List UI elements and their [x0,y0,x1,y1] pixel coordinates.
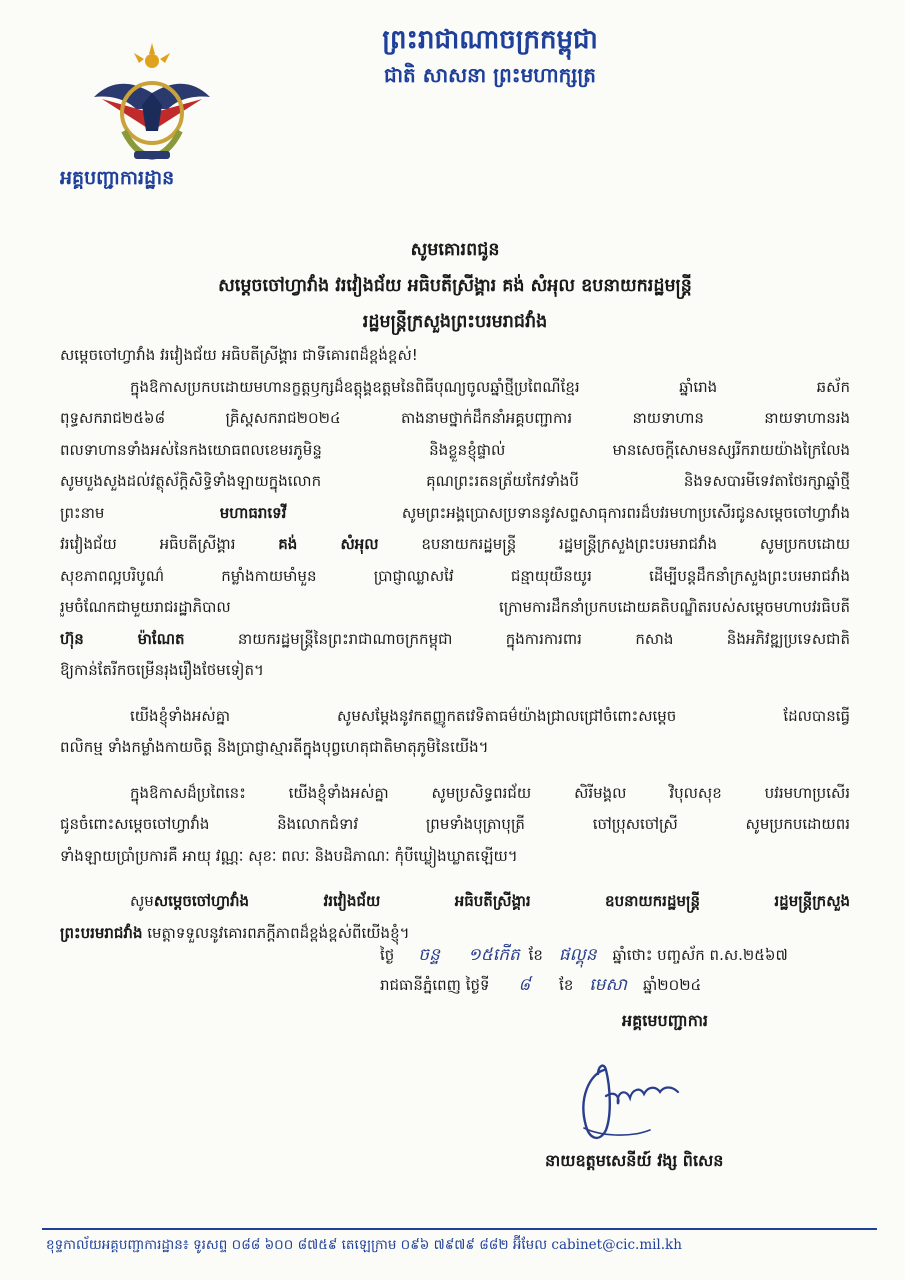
paragraph-1-line: ហ៊ុន ម៉ាណែត នាយករដ្ឋមន្ត្រីនៃព្រះរាជាណាចក្រកម្ពុជា ក្នុងការការពារ កសាង និងអភិវឌ្ឍប្រទេសជាតិ [60,629,850,648]
paragraph-3-line: ជូនចំពោះសម្តេចចៅហ្វាវាំង និងលោកជំទាវ ព្រមទាំងបុត្រាបុត្រី ចៅប្រុសចៅស្រី សូមប្រកបដោយពរ [60,815,850,833]
paragraph-3-line: ទាំងឡាយប្រាំប្រការគឺ អាយុ វណ្ណៈ សុខៈ ពលៈ និងបដិភាណៈ កុំបីឃ្លៀងឃ្លាតឡើយ។ [60,846,518,865]
paragraph-1-line: សុខភាពល្អបរិបូណ៌ កម្លាំងកាយមាំមួន ប្រាជ្ញាឈ្លាសវៃ ជន្មាយុយឺនយូរ ដើម្បីបន្តដឹកនាំក្រសួងព្រះបរមរាជវាំង [60,566,850,585]
paragraph-1-line: ពលទាហានទាំងអស់នៃកងយោធពលខេមរភូមិន្ទ និងខ្លួនខ្ញុំផ្ទាល់ មានសេចក្តីសោមនស្សរីករាយយ៉ាងក្រៃលែង [60,440,850,459]
date-block [380,940,788,1000]
paragraph-2-line: យើងខ្ញុំទាំងអស់គ្នា សូមសម្តែងនូវកតញ្ញូកតវេទិតាធម៌យ៉ាងជ្រាលជ្រៅចំពោះសម្តេច ដែលបានធ្វើ [130,706,850,725]
email-link[interactable]: cabinet@cic.mil.kh [551,1237,682,1253]
paragraph-1-line: រួមចំណែកជាមួយរាជរដ្ឋាភិបាល ក្រោមការដឹកនាំប្រកបដោយគតិបណ្ឌិតរបស់សម្តេចមហាបវរធិបតី [60,598,850,616]
paragraph-3-line: ក្នុងឱកាសដ៏ប្រពៃនេះ យើងខ្ញុំទាំងអស់គ្នា សូមប្រសិទ្ធពរជ័យ សិរីមង្គល វិបុលសុខ បវរមហាប្រសើរ [130,783,850,802]
salutation: សម្តេចចៅហ្វាវាំង វរវៀងជ័យ អធិបតីស្រីង្គារ ជាទីគោរពដ៏ខ្ពង់ខ្ពស់! [60,346,418,364]
signatory-title: អគ្គមេបញ្ជាការ [621,1011,708,1030]
letter-body [60,340,850,949]
recipient-line-1: សម្តេចចៅហ្វាវាំង វរវៀងជ័យ អធិបតីស្រីង្គារ គង់ សំអុល ឧបនាយករដ្ឋមន្ត្រី [218,276,692,296]
recipient-name: គង់ សំអុល [278,535,379,553]
paragraph-1-line: វរវៀងជ័យ អធិបតីស្រីង្គារ គង់ សំអុល ឧបនាយករដ្ឋមន្ត្រី រដ្ឋមន្ត្រីក្រសួងព្រះបរមរាជវាំង សូមប្រកបដោយ [60,535,850,553]
handwritten-signature [560,1040,700,1155]
paragraph-1-line: សូមបួងសួងដល់វត្ថុស័ក្តិសិទ្ធិទាំងឡាយក្នុងលោក គុណព្រះរតនត្រ័យកែវទាំងបី និងទសបារមីទេវតាថែរក្សាឆ្នាំថ្មី [60,472,850,490]
paragraph-1-line: ពុទ្ធសករាជ២៥៦៨ គ្រិស្តសករាជ២០២៤ តាងនាមថ្នាក់ដឹកនាំអគ្គបញ្ជាការ នាយទាហាន នាយទាហានរង [60,409,850,427]
handwritten-lunar-month: ផល្គុន [558,945,597,965]
military-emblem-logo [72,35,232,175]
national-motto: ជាតិ សាសនា ព្រះមហាក្សត្រ [384,63,596,87]
letterhead [300,20,680,90]
footer-contact: ខុទ្ទកាល័យអគ្គបញ្ជាការដ្ឋាន៖ ទូរសព្ទ ០៨៨ ៦០០ ៨៧៥៩ តេឡេក្រាម ០៩៦ ៧៩៧៩ ៨៨២ អ៊ីមែល cabinet@cic.mil.kh [46,1237,682,1253]
queen-name: មហាធរាទេវី [219,503,287,522]
handwritten-lunar-date: ១៥កើត [467,945,520,965]
lunar-date: ថ្ងៃ ចន្ទ ១៥កើត ខែ ផល្គុន ឆ្នាំថោះ បញ្ចស័ក ព.ស.២៥៦៧ [380,940,788,970]
prime-minister-name: ហ៊ុន ម៉ាណែត [60,629,185,648]
handwritten-day: ៨ [518,975,531,995]
closing-line: ព្រះបរមរាជវាំង មេត្តាទទួលនូវគោរពភក្តីភាពដ៏ខ្ពង់ខ្ពស់ពីយើងខ្ញុំ។ [60,923,410,942]
signatory-name: នាយឧត្តមសេនីយ៍ វង្ស ពិសេន [545,1151,724,1170]
closing-line: សូមសម្តេចចៅហ្វាវាំង វរវៀងជ័យ អធិបតីស្រីង្គារ ឧបនាយករដ្ឋមន្ត្រី រដ្ឋមន្ត្រីក្រសួង [130,892,850,910]
paragraph-2-line: ពលិកម្ម ទាំងកម្លាំងកាយចិត្ត និងប្រាជ្ញាស្មារតីក្នុងបុព្វហេតុជាតិមាតុភូមិនៃយើង។ [60,738,489,756]
handwritten-month: មេសា [589,975,628,995]
kingdom-title: ព្រះរាជាណាចក្រកម្ពុជា [382,25,598,55]
solar-date: រាជធានីភ្នំពេញ ថ្ងៃទី ៨ ខែ មេសា ឆ្នាំ២០២៤ [380,970,788,1000]
handwritten-weekday: ចន្ទ [418,945,440,965]
greeting: សូមគោរពជូន [410,240,500,260]
paragraph-1-line: ឱ្យកាន់តែរីកចម្រើនរុងរឿងថែមទៀត។ [60,661,264,679]
address-heading [60,232,850,340]
recipient-line-2: រដ្ឋមន្ត្រីក្រសួងព្រះបរមរាជវាំង [362,312,548,332]
footer-divider [42,1228,877,1230]
paragraph-1-line: ព្រះនាម មហាធរាទេវី សូមព្រះអង្គប្រោសប្រទាននូវសព្ទសាធុការពរដ៏បវរមហាប្រសើរជូនសម្តេចចៅហ្វាវាំង [60,503,850,522]
paragraph-1-line: ក្នុងឱកាសប្រកបដោយមហានក្ខត្តឫក្សដ៏ឧត្តុង្គឧត្តមនៃពិធីបុណ្យចូលឆ្នាំថ្មីប្រពៃណីខ្មែរ ឆ្នាំរោង ឆស័ក [130,377,850,396]
organization-name: អគ្គបញ្ជាការដ្ឋាន [60,167,175,189]
